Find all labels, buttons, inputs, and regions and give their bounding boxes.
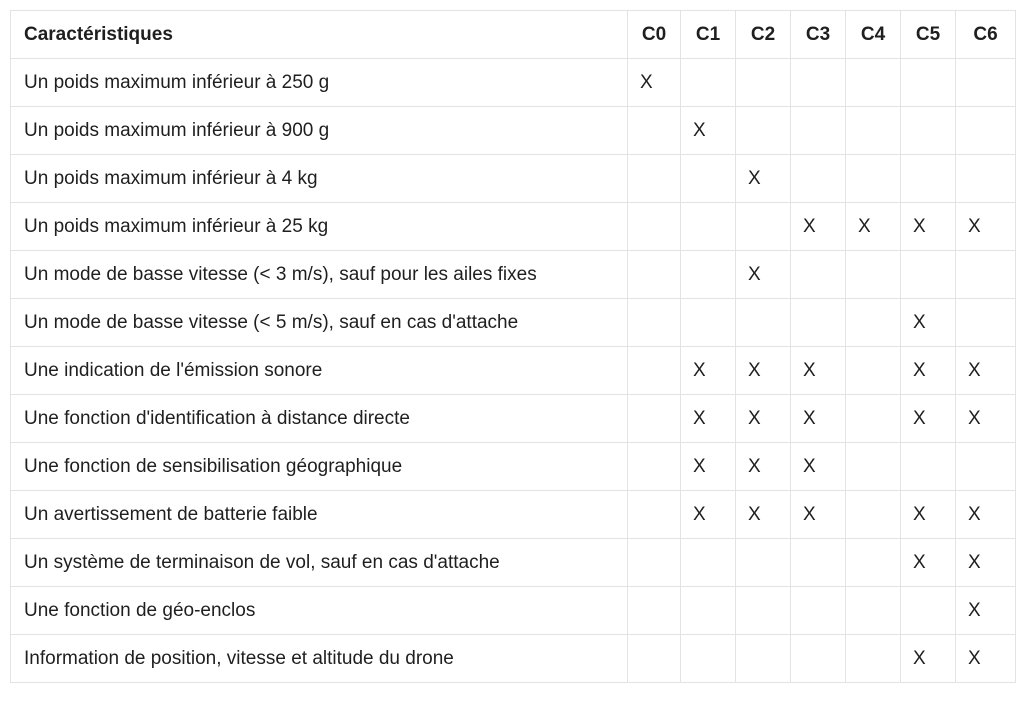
class-c4-mark-cell bbox=[846, 107, 901, 155]
class-c6-mark-cell: X bbox=[956, 347, 1016, 395]
class-c1-mark-cell: X bbox=[681, 491, 736, 539]
feature-cell: Une fonction de géo-enclos bbox=[11, 587, 628, 635]
header-class-c1: C1 bbox=[681, 11, 736, 59]
class-c3-mark-cell: X bbox=[791, 203, 846, 251]
class-c3-mark-cell bbox=[791, 539, 846, 587]
table-body bbox=[11, 59, 1016, 683]
class-c1-mark-cell bbox=[681, 539, 736, 587]
feature-cell: Un mode de basse vitesse (< 5 m/s), sauf en cas d'attache bbox=[11, 299, 628, 347]
class-c1-mark-cell: X bbox=[681, 443, 736, 491]
class-c6-mark-cell bbox=[956, 251, 1016, 299]
class-c6-mark-cell: X bbox=[956, 635, 1016, 683]
class-c6-mark-cell: X bbox=[956, 587, 1016, 635]
class-c0-mark-cell bbox=[628, 347, 681, 395]
class-c2-mark-cell: X bbox=[736, 443, 791, 491]
class-c5-mark-cell bbox=[901, 155, 956, 203]
class-c2-mark-cell: X bbox=[736, 491, 791, 539]
class-c0-mark-cell: X bbox=[628, 59, 681, 107]
class-c4-mark-cell bbox=[846, 155, 901, 203]
class-c5-mark-cell bbox=[901, 59, 956, 107]
table-row bbox=[11, 299, 1016, 347]
table-row bbox=[11, 251, 1016, 299]
class-c3-mark-cell: X bbox=[791, 491, 846, 539]
class-c0-mark-cell bbox=[628, 155, 681, 203]
class-c6-mark-cell: X bbox=[956, 491, 1016, 539]
class-c4-mark-cell bbox=[846, 443, 901, 491]
class-c6-mark-cell: X bbox=[956, 395, 1016, 443]
class-c0-mark-cell bbox=[628, 539, 681, 587]
table-row bbox=[11, 491, 1016, 539]
class-c4-mark-cell bbox=[846, 59, 901, 107]
class-c6-mark-cell bbox=[956, 299, 1016, 347]
class-c0-mark-cell bbox=[628, 299, 681, 347]
class-c3-mark-cell bbox=[791, 107, 846, 155]
feature-cell: Un mode de basse vitesse (< 3 m/s), sauf pour les ailes fixes bbox=[11, 251, 628, 299]
feature-cell: Un poids maximum inférieur à 250 g bbox=[11, 59, 628, 107]
class-c2-mark-cell bbox=[736, 635, 791, 683]
class-c1-mark-cell bbox=[681, 203, 736, 251]
class-c3-mark-cell bbox=[791, 587, 846, 635]
class-c3-mark-cell bbox=[791, 635, 846, 683]
class-c2-mark-cell bbox=[736, 203, 791, 251]
feature-cell: Une fonction d'identification à distance directe bbox=[11, 395, 628, 443]
class-c3-mark-cell bbox=[791, 155, 846, 203]
drone-class-characteristics-table bbox=[10, 10, 1016, 683]
table-row bbox=[11, 443, 1016, 491]
class-c1-mark-cell: X bbox=[681, 347, 736, 395]
class-c2-mark-cell: X bbox=[736, 395, 791, 443]
class-c0-mark-cell bbox=[628, 203, 681, 251]
class-c5-mark-cell: X bbox=[901, 299, 956, 347]
class-c0-mark-cell bbox=[628, 491, 681, 539]
feature-cell: Information de position, vitesse et altitude du drone bbox=[11, 635, 628, 683]
feature-cell: Un poids maximum inférieur à 900 g bbox=[11, 107, 628, 155]
table-row bbox=[11, 635, 1016, 683]
class-c0-mark-cell bbox=[628, 395, 681, 443]
class-c5-mark-cell: X bbox=[901, 395, 956, 443]
class-c2-mark-cell: X bbox=[736, 251, 791, 299]
class-c0-mark-cell bbox=[628, 635, 681, 683]
class-c1-mark-cell bbox=[681, 59, 736, 107]
class-c5-mark-cell: X bbox=[901, 635, 956, 683]
class-c6-mark-cell bbox=[956, 107, 1016, 155]
class-c4-mark-cell bbox=[846, 491, 901, 539]
table-row bbox=[11, 203, 1016, 251]
class-c5-mark-cell: X bbox=[901, 203, 956, 251]
header-class-c4: C4 bbox=[846, 11, 901, 59]
class-c0-mark-cell bbox=[628, 587, 681, 635]
class-c2-mark-cell: X bbox=[736, 347, 791, 395]
class-c3-mark-cell bbox=[791, 59, 846, 107]
table-row bbox=[11, 347, 1016, 395]
class-c2-mark-cell bbox=[736, 107, 791, 155]
feature-cell: Une indication de l'émission sonore bbox=[11, 347, 628, 395]
class-c4-mark-cell bbox=[846, 395, 901, 443]
class-c4-mark-cell bbox=[846, 635, 901, 683]
class-c6-mark-cell bbox=[956, 59, 1016, 107]
class-c3-mark-cell: X bbox=[791, 395, 846, 443]
feature-cell: Un système de terminaison de vol, sauf en cas d'attache bbox=[11, 539, 628, 587]
class-c0-mark-cell bbox=[628, 107, 681, 155]
class-c1-mark-cell: X bbox=[681, 395, 736, 443]
class-c0-mark-cell bbox=[628, 443, 681, 491]
class-c2-mark-cell bbox=[736, 59, 791, 107]
class-c5-mark-cell: X bbox=[901, 491, 956, 539]
class-c0-mark-cell bbox=[628, 251, 681, 299]
header-class-c2: C2 bbox=[736, 11, 791, 59]
class-c6-mark-cell bbox=[956, 155, 1016, 203]
header-class-c3: C3 bbox=[791, 11, 846, 59]
class-c4-mark-cell bbox=[846, 251, 901, 299]
class-c5-mark-cell: X bbox=[901, 539, 956, 587]
class-c5-mark-cell: X bbox=[901, 347, 956, 395]
header-row bbox=[11, 11, 1016, 59]
class-c4-mark-cell bbox=[846, 347, 901, 395]
feature-cell: Un poids maximum inférieur à 4 kg bbox=[11, 155, 628, 203]
class-c6-mark-cell: X bbox=[956, 539, 1016, 587]
table-row bbox=[11, 107, 1016, 155]
class-c4-mark-cell bbox=[846, 299, 901, 347]
table-row bbox=[11, 155, 1016, 203]
class-c3-mark-cell bbox=[791, 251, 846, 299]
header-class-c0: C0 bbox=[628, 11, 681, 59]
class-c4-mark-cell bbox=[846, 587, 901, 635]
class-c2-mark-cell bbox=[736, 587, 791, 635]
class-c5-mark-cell bbox=[901, 107, 956, 155]
table-row bbox=[11, 587, 1016, 635]
drone-class-table-container bbox=[10, 10, 1016, 683]
class-c6-mark-cell: X bbox=[956, 203, 1016, 251]
header-class-c6: C6 bbox=[956, 11, 1016, 59]
header-class-c5: C5 bbox=[901, 11, 956, 59]
class-c1-mark-cell bbox=[681, 587, 736, 635]
class-c1-mark-cell bbox=[681, 635, 736, 683]
feature-cell: Une fonction de sensibilisation géographique bbox=[11, 443, 628, 491]
class-c2-mark-cell: X bbox=[736, 155, 791, 203]
feature-cell: Un avertissement de batterie faible bbox=[11, 491, 628, 539]
class-c3-mark-cell bbox=[791, 299, 846, 347]
class-c4-mark-cell bbox=[846, 539, 901, 587]
class-c5-mark-cell bbox=[901, 587, 956, 635]
class-c1-mark-cell bbox=[681, 299, 736, 347]
class-c3-mark-cell: X bbox=[791, 347, 846, 395]
class-c1-mark-cell bbox=[681, 155, 736, 203]
feature-cell: Un poids maximum inférieur à 25 kg bbox=[11, 203, 628, 251]
class-c2-mark-cell bbox=[736, 299, 791, 347]
class-c5-mark-cell bbox=[901, 443, 956, 491]
table-row bbox=[11, 539, 1016, 587]
class-c6-mark-cell bbox=[956, 443, 1016, 491]
class-c4-mark-cell: X bbox=[846, 203, 901, 251]
class-c1-mark-cell bbox=[681, 251, 736, 299]
class-c1-mark-cell: X bbox=[681, 107, 736, 155]
class-c2-mark-cell bbox=[736, 539, 791, 587]
class-c3-mark-cell: X bbox=[791, 443, 846, 491]
class-c5-mark-cell bbox=[901, 251, 956, 299]
header-characteristics: Caractéristiques bbox=[11, 11, 628, 59]
table-row bbox=[11, 395, 1016, 443]
table-row bbox=[11, 59, 1016, 107]
